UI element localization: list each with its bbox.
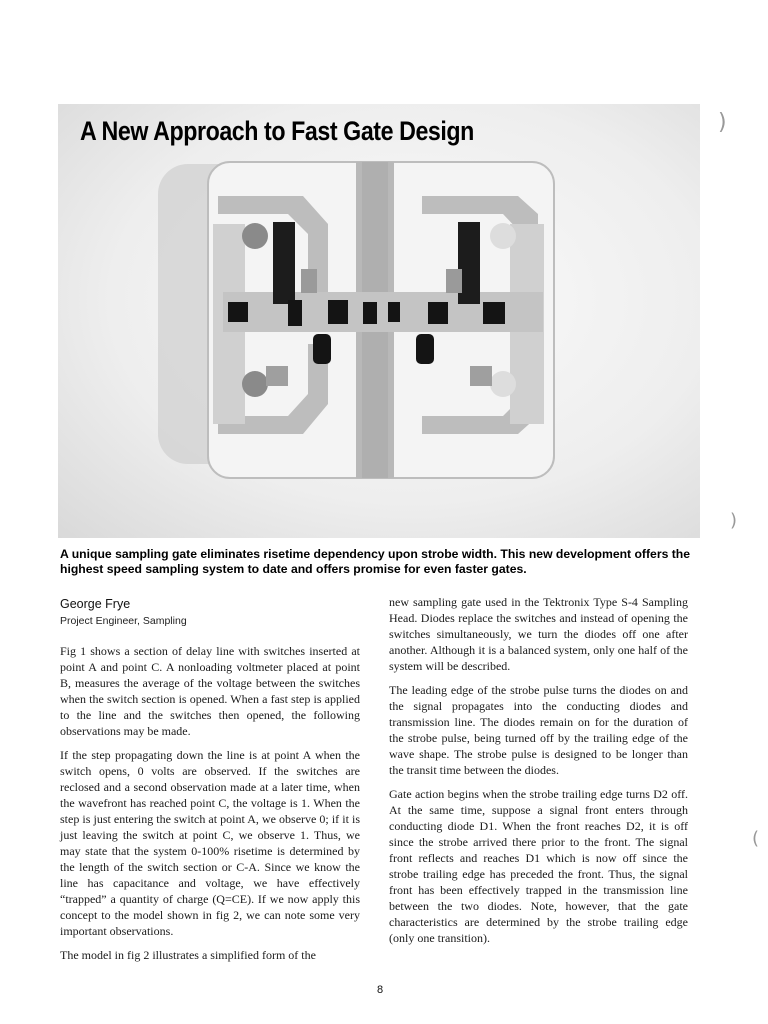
article-title: A New Approach to Fast Gate Design <box>80 116 474 146</box>
page-number: 8 <box>376 984 384 996</box>
margin-bracket-mark: ) <box>718 110 727 135</box>
body-paragraph: Gate action begins when the strobe trailing edge turns D2 off. At the same time, suppose a signal front enters through conducting diode D1. When the front reaches D2, it is off since the strobe arrived there prior to the front. The signal front reflects and reaches D1 which is now off since the strobe trailing edge has preceded the front. Thus, the signal front has been effectively trapped in the transmission line between the two diodes. Note, however, that the gate characteristics are determined by the strobe trailing edge (only one transition). <box>389 787 688 945</box>
margin-bracket-mark: ( <box>752 828 760 849</box>
sampling-gate-photo <box>58 104 700 538</box>
body-paragraph: If the step propagating down the line is at point A when the switch opens, 0 volts are observed. If the switches are reclosed and a second observation made at a later time, when the wavefront has reached point C, the voltage is 1. When the step is just entering the switch at point A, we observe 0; if it is just leaving the switch at point C, we observe 1. Thus, we may state that the system 0-100% risetime is determined by the length of the switch section or C-A. Since we know the line has capacitance and voltage, we have effectively “trapped” a quantity of charge (Q=CE). If we now apply this concept to the model shown in fig 2, we can note some very important observations. <box>60 748 360 938</box>
sampling-gate-illustration <box>58 104 700 538</box>
body-paragraph: Fig 1 shows a section of delay line with switches inserted at point A and point C. A nonloading voltmeter placed at point B, measures the average of the voltage between the switches when the switch section is opened. When a fast step is applied to the line and the switches then opened, the following observations may be made. <box>60 644 360 738</box>
body-paragraph: The leading edge of the strobe pulse turns the diodes on and the signal propagates into the conducting diodes and transmission line. The diodes remain on for the duration of the strobe pulse, being turned off by the trailing edge of the wave shape. The strobe pulse is designed to be longer than the transit time between the diodes. <box>389 683 688 777</box>
right-column <box>389 594 688 954</box>
article-caption: A unique sampling gate eliminates risetime dependency upon strobe width. This new development offers the highest speed sampling system to date and offers promise for even faster gates. <box>60 547 691 576</box>
left-column <box>60 594 360 971</box>
author-title: Project Engineer, Sampling <box>60 615 187 627</box>
margin-bracket-mark: ) <box>730 510 738 531</box>
body-paragraph: The model in fig 2 illustrates a simplified form of the <box>60 948 316 962</box>
author-name: George Frye <box>60 597 131 611</box>
body-paragraph: new sampling gate used in the Tektronix Type S-4 Sampling Head. Diodes replace the switches and instead of opening the switches simultaneously, we turn the diodes off one after another. Although it is a balanced system, only one half of the system will be described. <box>389 595 688 673</box>
